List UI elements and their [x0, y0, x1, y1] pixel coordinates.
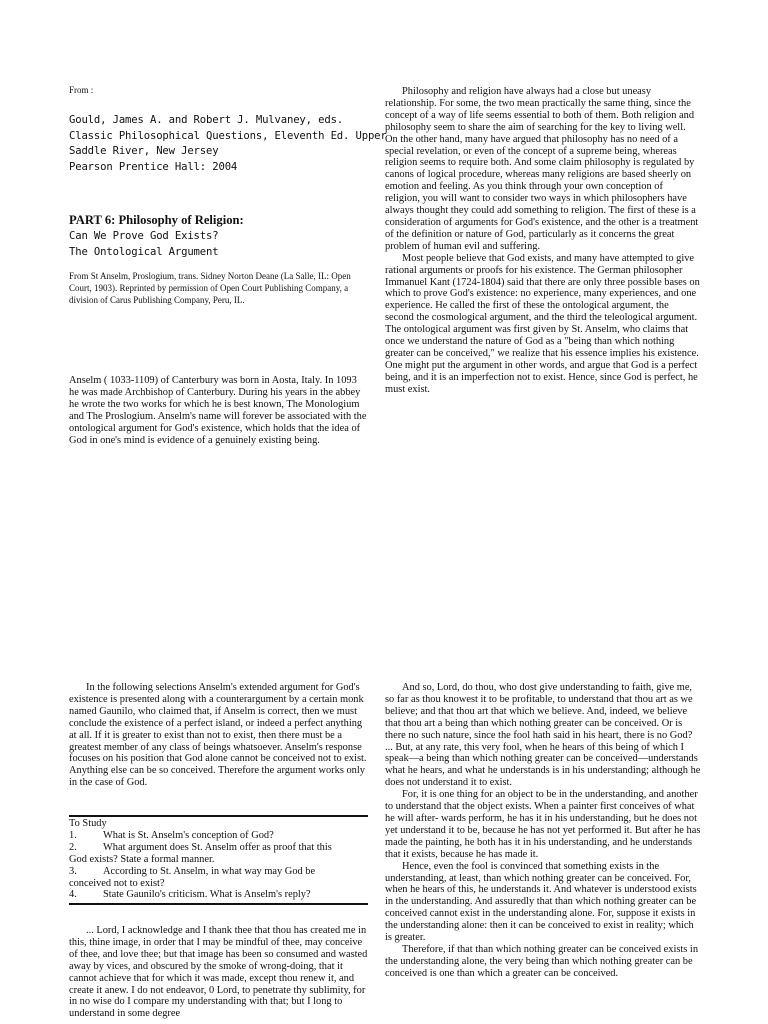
part-subtitle-2: The Ontological Argument	[69, 246, 219, 258]
question-text: What is St. Anselm's conception of God?	[103, 829, 274, 841]
citation-line: Saddle River, New Jersey	[69, 145, 219, 158]
paragraph: Philosophy and religion have always had a close but uneasy relationship. For some, the two mean practically the same thing, since the concept of a way of life seems essential to both of them. Both religion and philosophy seem to share the aim of searching for the key to living well. On the other hand, many have argued that philosophy has no need of a special revelation, or even of the concept of a supreme being, whereas religion seems to require both. And some claim philosophy is regulated by canons of logical procedure, whereas many religions are based sheerly on emotion and feeling. As you think through your own conception of religion, you will want to consider two ways in which philosophers have always thought they could add something to religion. The first of these is a consideration of arguments for God's existence, and the other is a treatment of the definition or nature of God, particularly as it concerns the great problem of human evil and suffering.	[385, 86, 699, 252]
paragraph: Most people believe that God exists, and many have attempted to give rational arguments or proofs for his existence. The German philosopher Immanuel Kant (1724-1804) said that there are only three possible bases on which to prove God's existence: no experience, many experiences, and one experience. He called the first of these the ontological argument, the second the cosmological argument, and the third the teleological argument. The ontological argument was first given by St. Anselm, who claims that once we understand the nature of God as a "being than which nothing greater can be conceived," we realize that his essence implies his existence. One might put the argument in other words, and argue that God is a perfect being, and it is an imperfection not to exist. Hence, since God is perfect, he must exist.	[385, 252, 700, 395]
paragraph: Hence, even the fool is convinced that something exists in the understanding, at least, than which nothing greater can be conceived. For, when he hears of this, he understands it. And whatever is understood exists in the understanding. And assuredly that than which nothing greater can be conceived cannot exist in the understanding alone. For, suppose it exists in the understanding alone: then it can be conceived to exist in reality; which is greater.	[385, 860, 697, 944]
intro-paragraph	[69, 375, 369, 446]
paragraph: ... Lord, I acknowledge and I thank thee that thou has created me in this, thine image, in order that I may be mindful of thee, may conceive of thee, and love thee; but that image has been so consumed and wasted away by vices, and obscured by the smoke of wrong-doing, that it cannot achieve that for which it was made, except thou renew it, and create it anew. I do not endeavor, 0 Lord, to penetrate thy sublimity, for in no wise do I compare my understanding with that; but I long to understand in some degree	[69, 925, 368, 1020]
source-note: From St Anselm, Proslogium, trans. Sidney Norton Deane (La Salle, IL: Open Court, 1903). Reprinted by permission of Open Court Publishing Company, a division of Carus Publishing Company, Peru, IL.	[69, 271, 351, 305]
question-number: 4.	[69, 889, 77, 901]
from-label: From :	[69, 85, 94, 95]
question-text: According to St. Anselm, in what way may God be	[103, 865, 316, 877]
paragraph: In the following selections Anselm's extended argument for God's existence is presented along with a counterargument by a certain monk named Gaunilo, who claimed that, if Anselm is correct, then we must conclude the existence of a perfect island, or indeed a perfect anything at all. If it is greater to exist than not to exist, then there must be a greatest member of any class of beings whatsoever. Anselm's response focuses on his position that God alone cannot be conceived not to exist. Anything else can be so conceived. Therefore the argument works only in the case of God.	[69, 682, 367, 789]
citation-line: Gould, James A. and Robert J. Mulvaney, eds.	[69, 114, 344, 126]
paragraph: Therefore, if that than which nothing greater can be conceived exists in the understanding alone, the very being than which nothing greater can be conceived is one than which a greater can be conceived.	[385, 943, 699, 979]
question-text: State Gaunilo's criticism. What is Anselm's reply?	[103, 889, 311, 901]
selection-intro	[69, 682, 368, 789]
study-question	[69, 842, 368, 866]
paragraph: And so, Lord, do thou, who dost give understanding to faith, give me, so far as thou knowest it to be profitable, to understand that thou art as we believe; and that thou art that which we believe. And, indeed, we believe that thou art a being than which nothing greater can be conceived. Or is there no such nature, since the fool hath said in his heart, there is no God? ... But, at any rate, this very fool, when he hears of this being of which I speak—a being than which nothing greater can be conceived—understands what he hears, and what he understands is in his understanding; although he does not understand it to exist.	[385, 682, 701, 789]
citation-line: Pearson Prentice Hall: 2004	[69, 160, 238, 173]
question-number: 3.	[69, 865, 77, 877]
citation-line: Classic Philosophical Questions, Eleventh Ed. Upper	[69, 129, 387, 142]
question-text: What argument does St. Anselm offer as proof that this	[103, 841, 332, 853]
question-continuation: conceived not to exist?	[69, 877, 165, 889]
citation	[69, 113, 387, 175]
intro-text: Anselm ( 1033-1109) of Canterbury was born in Aosta, Italy. In 1093 he was made Archbishop of Canterbury. During his years in the abbey he wrote the two works for which he is best known, The Monologium and The Proslogium. Anselm's name will forever be associated with the ontological argument for God's existence, which holds that the idea of God in one's mind is evidence of a genuinely existing being.	[69, 375, 367, 446]
part-subtitle: Can We Prove God Exists?	[69, 230, 219, 242]
proslogium-column	[385, 682, 701, 980]
question-continuation: God exists? State a formal manner.	[69, 853, 215, 865]
question-number: 1.	[69, 829, 77, 841]
question-number: 2.	[69, 841, 77, 853]
study-question	[69, 889, 368, 901]
study-question	[69, 830, 368, 842]
study-question	[69, 866, 368, 890]
proslogium-excerpt	[69, 925, 368, 1020]
part-heading	[69, 212, 369, 260]
introduction-column	[385, 86, 700, 396]
to-study-box	[69, 815, 368, 905]
paragraph: For, it is one thing for an object to be in the understanding, and another to understand that the object exists. When a painter first conceives of what he will after- wards perform, he has it in his understanding, but he does not yet understand it to be, because he has not yet performed it. But after he has made the painting, he both has it in his understanding, and he understands that it exists, because he has made it.	[385, 789, 701, 860]
to-study-heading: To Study	[69, 818, 107, 829]
part-title: PART 6: Philosophy of Religion:	[69, 213, 244, 227]
